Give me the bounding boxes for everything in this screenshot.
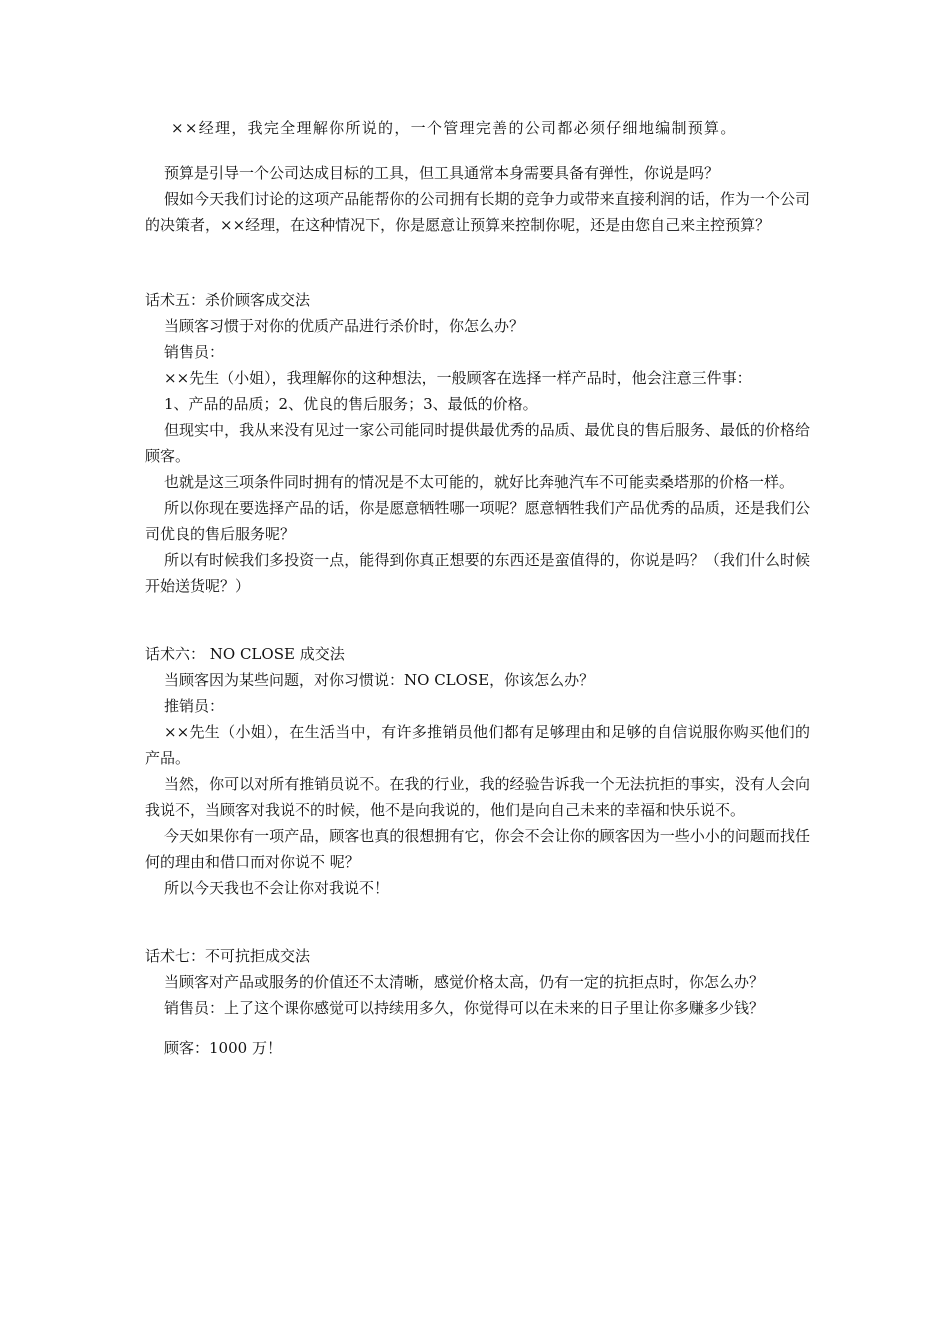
intro-paragraph-2: 预算是引导一个公司达成目标的工具，但工具通常本身需要具备有弹性，你说是吗？ (164, 164, 720, 182)
spacer (145, 1021, 810, 1035)
section-5-paragraph-8: 所以有时候我们多投资一点，能得到你真正想要的东西还是蛮值得的，你说是吗？（我们什么时候开始送货呢？） (145, 551, 810, 595)
spacer (145, 238, 810, 287)
section-7-paragraph-2: 销售员：上了这个课你感觉可以持续用多久，你觉得可以在未来的日子里让你多赚多少钱？ (164, 999, 765, 1017)
section-6-paragraph-4: 当然，你可以对所有推销员说不。在我的行业，我的经验告诉我一个无法抗拒的事实，没有人会向我说不，当顾客对我说不的时候，他不是向我说的，他们是向自己未来的幸福和快乐说不。 (145, 775, 810, 819)
section-6-paragraph-1: 当顾客因为某些问题，对你习惯说：NO CLOSE，你该怎么办？ (164, 671, 595, 689)
section-6-heading: 话术六： NO CLOSE 成交法 (145, 645, 345, 663)
section-6-paragraph-3: ××先生（小姐），在生活当中，有许多推销员他们都有足够理由和足够的自信说服你购买他们的产品。 (145, 723, 810, 767)
section-7-paragraph-1: 当顾客对产品或服务的价值还不太清晰，感觉价格太高，仍有一定的抗拒点时，你怎么办？ (164, 973, 765, 991)
section-5-paragraph-3: ××先生（小姐），我理解你的这种想法，一般顾客在选择一样产品时，他会注意三件事： (164, 369, 752, 387)
section-5-paragraph-2: 销售员： (164, 343, 225, 361)
document-body (145, 115, 810, 1061)
spacer (145, 141, 810, 160)
intro-paragraph-3: 假如今天我们讨论的这项产品能帮你的公司拥有长期的竞争力或带来直接利润的话，作为一个公司的决策者，××经理，在这种情况下，你是愿意让预算来控制你呢，还是由您自己来主控预算？ (145, 190, 810, 234)
section-6-paragraph-6: 所以今天我也不会让你对我说不！ (164, 879, 390, 897)
section-6-paragraph-2: 推销员： (164, 697, 225, 715)
section-5-paragraph-1: 当顾客习惯于对你的优质产品进行杀价时，你怎么办？ (164, 317, 525, 335)
section-7-paragraph-3: 顾客：1000 万！ (164, 1039, 282, 1057)
section-7-heading: 话术七：不可抗拒成交法 (145, 947, 311, 965)
spacer (145, 599, 810, 641)
section-5-paragraph-5: 但现实中，我从来没有见过一家公司能同时提供最优秀的品质、最优良的售后服务、最低的价格给顾客。 (145, 421, 810, 465)
section-5-paragraph-6: 也就是这三项条件同时拥有的情况是不太可能的，就好比奔驰汽车不可能卖桑塔那的价格一样。 (164, 473, 795, 491)
intro-paragraph-1: ××经理，我完全理解你所说的，一个管理完善的公司都必须仔细地编制预算。 (171, 119, 737, 137)
section-6-paragraph-5: 今天如果你有一项产品，顾客也真的很想拥有它，你会不会让你的顾客因为一些小小的问题而找任何的理由和借口而对你说不 呢？ (145, 827, 810, 871)
spacer (145, 901, 810, 943)
section-5-heading: 话术五：杀价顾客成交法 (145, 291, 311, 309)
section-5-paragraph-4: 1、产品的品质；2、优良的售后服务；3、最低的价格。 (164, 395, 538, 413)
section-5-paragraph-7: 所以你现在要选择产品的话，你是愿意牺牲哪一项呢？愿意牺牲我们产品优秀的品质，还是我们公司优良的售后服务呢？ (145, 499, 810, 543)
